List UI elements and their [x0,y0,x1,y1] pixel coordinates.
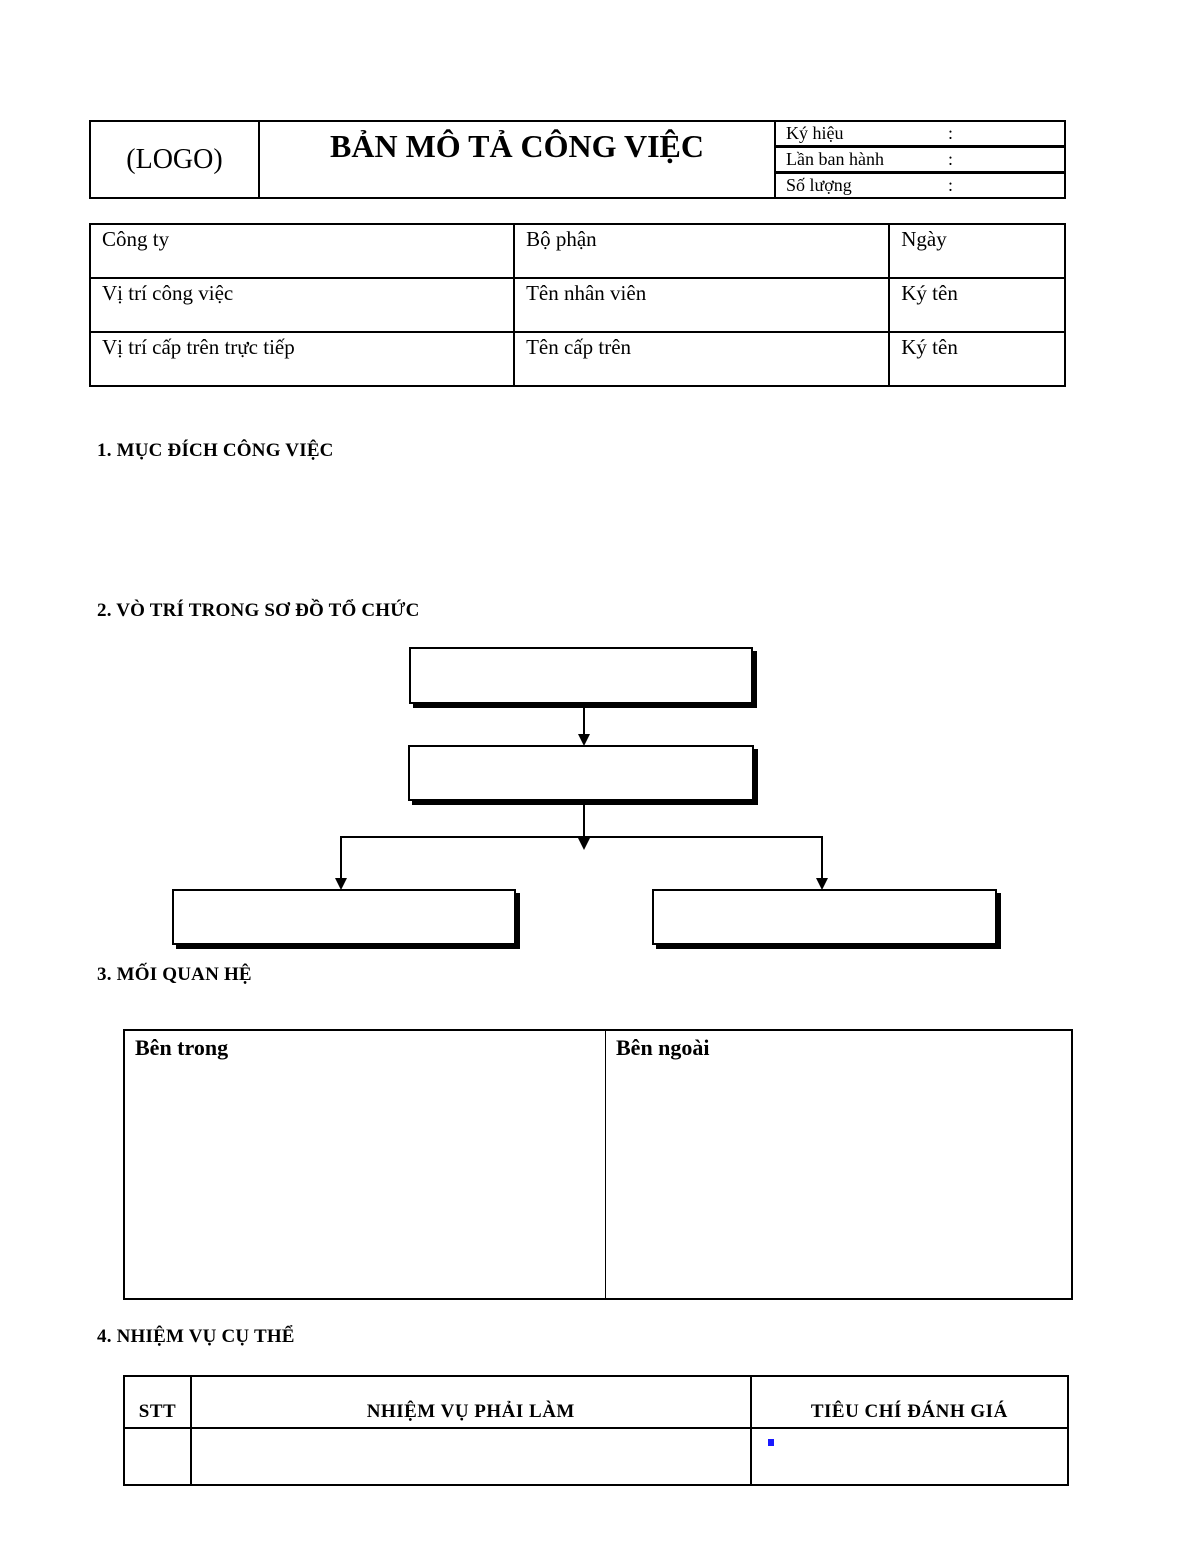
meta-symbol: Ký hiệu : [774,120,1066,147]
org-box-bottom-left [172,889,516,945]
column-header-task: NHIỆM VỤ PHẢI LÀM [191,1376,751,1428]
meta-quantity: Số lượng : [774,172,1066,199]
criteria-cell[interactable] [751,1428,1068,1485]
column-header-criteria: TIÊU CHÍ ĐÁNH GIÁ [751,1376,1068,1428]
document-title-cell [258,120,774,199]
org-connector [583,706,585,736]
relations-inside-cell[interactable] [125,1031,605,1298]
info-table [89,223,1066,387]
section-org-chart-heading: 2. VÒ TRÍ TRONG SƠ ĐỒ TỔ CHỨC [97,600,420,621]
table-row [124,1428,1068,1485]
date-cell[interactable]: Ngày [889,224,1065,278]
table-header-row [124,1376,1068,1428]
tasks-table [123,1375,1069,1486]
org-box-middle [408,745,754,801]
table-row [90,332,1065,386]
org-connector-horizontal [340,836,823,838]
relations-table [123,1029,1073,1300]
supervisor-name-cell[interactable]: Tên cấp trên [514,332,889,386]
document-title: BẢN MÔ TẢ CÔNG VIỆC [330,128,704,164]
relations-outside-cell[interactable] [606,1031,1071,1298]
department-cell[interactable]: Bộ phận [514,224,889,278]
relations-outside-label: Bên ngoài [616,1035,710,1060]
bullet-icon [768,1439,774,1446]
logo-placeholder [89,120,258,199]
meta-issue: Lần ban hành : [774,146,1066,173]
supervisor-signature-cell[interactable]: Ký tên [889,332,1065,386]
column-header-stt: STT [124,1376,191,1428]
signature-cell[interactable]: Ký tên [889,278,1065,332]
employee-name-cell[interactable]: Tên nhân viên [514,278,889,332]
table-row [90,278,1065,332]
relations-inside-label: Bên trong [135,1035,229,1060]
org-connector [340,836,342,880]
task-cell[interactable] [191,1428,751,1485]
section-relations-heading: 3. MỐI QUAN HỆ [97,964,252,985]
arrow-down-icon [578,838,590,850]
company-cell[interactable]: Công ty [90,224,514,278]
position-cell[interactable]: Vị trí công việc [90,278,514,332]
section-tasks-heading: 4. NHIỆM VỤ CỤ THỂ [97,1326,295,1347]
logo-text: (LOGO) [126,143,223,175]
org-connector [821,836,823,880]
section-purpose-heading: 1. MỤC ĐÍCH CÔNG VIỆC [97,440,334,461]
org-box-bottom-right [652,889,997,945]
org-box-top [409,647,753,704]
supervisor-position-cell[interactable]: Vị trí cấp trên trực tiếp [90,332,514,386]
table-row [90,224,1065,278]
org-connector [583,803,585,837]
stt-cell[interactable] [124,1428,191,1485]
